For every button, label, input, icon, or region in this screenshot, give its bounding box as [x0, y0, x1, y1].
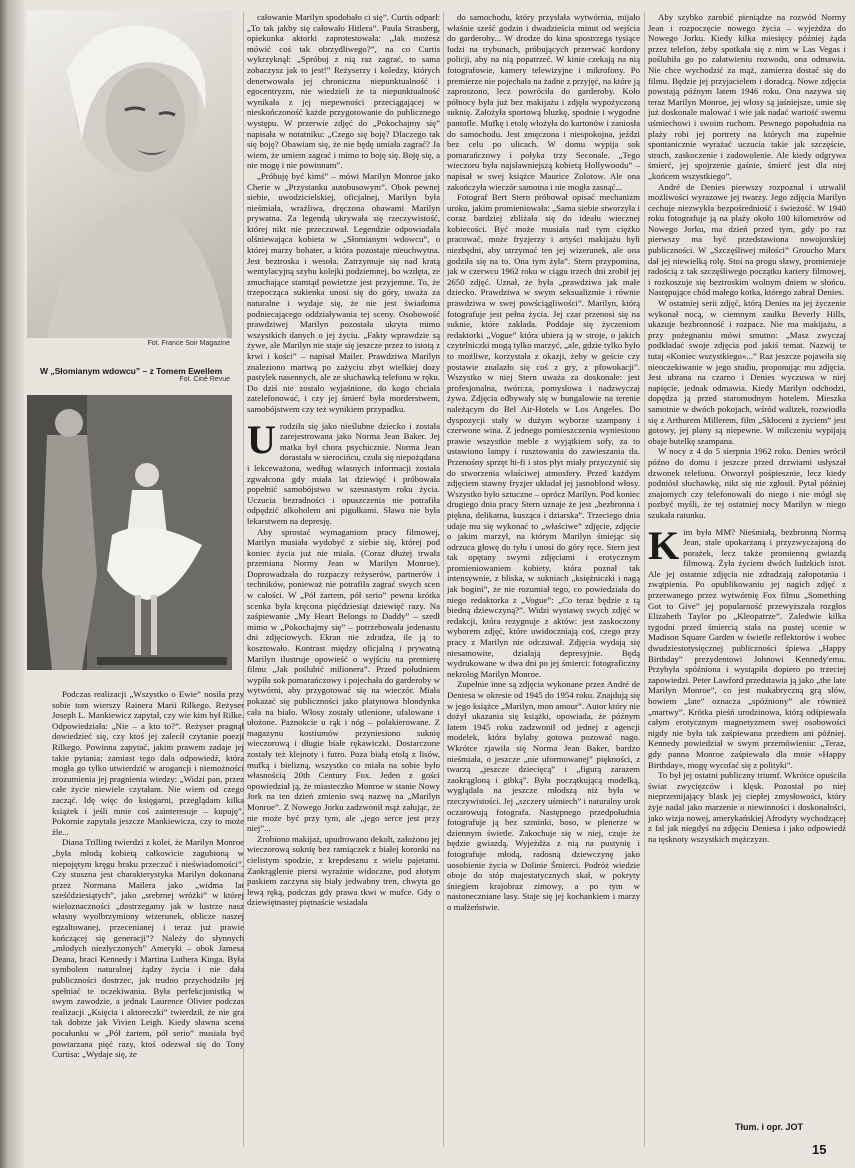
- page-binding-shadow: [0, 0, 24, 1168]
- portrait-illustration: [27, 10, 232, 338]
- paragraph: André de Denies pierwszy rozpoznał i utrwalił możliwości wyrazowe jej twarzy. Jego zdjęcia Marilyn cechuje niezwykła bezpośredniość i świeżość. W 1940 roku fotografuje ją na plaży około 100 kilometrów od Nowego Jorku, ma dzień przed tym, gdy po raz pierwszy ma być przedstawiona nowojorskiej publiczności. W „Szczęśliwej miłości” Groucho Marx dał jej niewielką rolę. Stoi na progu sławy, promienieje radością z tak szczęśliwego początku kariery filmowej, i rozkoszuje się beztroskim wolnym dniem w słońcu. Następujące chód małego kotka, którego zabrał Denies.: [648, 181, 846, 298]
- paragraph: Zupełnie inne są zdjęcia wykonane przez André de Deniesa w okresie od 1945 do 1954 roku. Znajdują się w jego książce „Marilyn, mon amour”. Autor który nie dożył ukazania się książki, opowiada, że późnym latem 1945 roku zadzwonił od jednej z agencji modelek, która bylaby gotowa pozować nago. Wkrótce zjawiła się Norma Jean Baker, bardzo nieśmiała, o jeszcze „nie uformowanej” piękności, z twarzą „jeszcze dziecięcą” i „figurą zarazem zaokrągloną i gibką”. Była początkującą modelką, wyglądała na jeszcze młodszą niż była w rzeczywistości. Jej „szczery uśmiech” i naturalny urok oczarowują fotografa. Następnego przedpołudnia fotografuje ją bez szminki, boso, w plenerze w dziennym świetle. Zakochuje się w niej, czuje że będzie gwiazdą. Wyjeżdża z nią na pustynię i fotografuje młodą, radosną dziewczynę jako uosobienie życia w Dolinie Śmierci. Podróż wiedzie oboje do stóp majestatycznych skał, w pokryty śniegiem krajobraz zimowy, a po tym w nastoneczniane lasy. Staje się jej kochankiem i marzy o małżeństwie.: [447, 679, 640, 912]
- article-column-3: [447, 12, 640, 1148]
- drop-cap-k: K: [648, 522, 680, 568]
- paragraph: Aby szybko zarobić pieniądze na rozwód Normy Jean i rozpoczęcie nowego życia – wyjeżdża do Nowego Jorku. Kiedy kilka miesięcy później żąda przez telefon, żeby spotkała się z nim w Las Vegas i poślubiła go po załatwieniu rozwodu, ona odmawia. Nie chce wychodzić za mąż, zamierza dostać się do filmu. Będzie jej przyjacielem i doradcą. Nowe zdjęcia powstają późnym latem 1946 roku. Ona nazywa się teraz Marilyn Monroe, jej włosy są jaśniejsze, umie się już doskonale malować i wie jak nadać wartość swemu uśmiechowi i swoim ruchom. Pewnego popołudnia na plaży robi jej portrety na których ma zupełnie spontanicznie wyrażać uczucia takie jak szczęście, strach, zaskoczenie i zadowolenie. Ale kiedy odgrywa śmierć, jej spojrzenie gaśnie, śmierć jest dla niej „końcem wszystkiego”.: [648, 12, 846, 181]
- seven-year-itch-photo: [27, 395, 232, 670]
- photo-credit-france-soir: Fot. France Soir Magazine: [147, 340, 230, 347]
- drop-cap-u: U: [247, 416, 276, 462]
- paragraph: Aby sprostać wymaganiom pracy filmowej, Marilyn musiała wydobyć z siebie się, której pod koniec życia już nie miała. (Coraz dłużej trwała przemiana Normy Jean w Marilyn Monroe). Doprowadzała do rozpaczy reżyserów, partnerów i techników, ponieważ nie potrafiła zagrać swych scen w całości. W „Pół żartem, pół serio” pewna krótka scenka była kręcona pięćdziesiąt dziewięć razy. Na zaśpiewanie „My Heart Belongs to Daddy” – szedł mimo w „Pokochajmy się” – potrzebowała jedenastu dni zdjęciowych. Ekran nie zdradza, ile ją to kosztowało. Kontrast między oficjalną i prywatną Marilyn ilustruje opowieść o wyjściu na premierę filmu „Jak poślubić milionera”. Przed południem wypiła sok pomarańczowy i pojechała do garderoby w wytwórni, aby przygotować się na wieczór. Miała pokazać się publiczności jako platynowa blondynka cała na biało. Włosy zostały utlenione, ufalowane i ułożone. Paznokcie u rąk i nóg – polakierowane. Z magazynu kostiumów przyniesiono suknię wieczorową i długie białe rękawiczki. Dostarczone zostały też klejnoty i futro. Poza białą etolą z lisów, mufką i bielizną, wszystko co miała na sobie było własnością 20th Century Fox. Jeden z gości opowiedział ją, że miasteczko Monroe w stanie Nowy Jork na ten dzień zmienio swą nazwę na „Marilyn Monroe”. Z Nowego Jorku zadzwonił mąż załując, że nie może być przy tym, ale „jego serce jest przy niej”...: [247, 526, 440, 834]
- portrait-photo: [27, 10, 232, 338]
- street-scene-illustration: [27, 395, 232, 670]
- paragraph: Diana Trilling twierdzi z kolei, że Marilyn Monroe „była młodą kobietą całkowicie zagubioną w niepojętym kręgu braku przeczuć i nieświadomości”. Czy stuszna jest charakterystyka Marilyn dokonana przez Normana Mailera jako „widma lat sześćdziesiątych”, jako „srebrnej wróżki” w której wieloznaczności „dostrzegamy jak w lustrze nasz własny wyolbrzymiony wizerunek, oblicze naszej egzaltowanej, przecenianej i teraz już prawie kończącej się generacji”? Należy do słynnych „młodych niezłyczonych” Ameryki – obok Jamesa Deana, braci Kennedy i Martina Luthera Kinga. Była symbolem naturalnej żądzy życia i nie dała publiczności dostrzec, jak trudno przychodziło jej spełniać te oczekiwania. Była perfekcjonistką w swym zawodzie, a jednak Laurence Olivier podczas realizacji „Księcia i aktoreczki” twierdził, że nie gra tak dobrze jak Vivien Leigh. Kiedy sławna scena pocałunku w „Pół żartem, pół serio” musiała być powtarzana pięć razy, ktoś odezwał się do Tony Curtisa: „Wydaje się, że: [52, 837, 244, 1060]
- paragraph: To był jej ostatni publiczny triumf. Wkrótce opuściła świat zwycięzców i klęsk. Pozostał po niej nieprzemijający blask jej ciepłej zmysłowości, który żyje nadal jako marzenie o niewinności i doskonałości, jako wizja nowej, amerykańskiej Afrodyty wychodzącej z fal jak niegdyś na zdjęciu Deniesa i jako odpowiedź na tęsknoty wszystkich mężczyzn.: [648, 770, 846, 844]
- article-column-2: [247, 12, 440, 1148]
- page-number: 15: [812, 1142, 827, 1157]
- photo-caption: W „Słomianym wdowcu” – z Tomem Ewellem: [40, 366, 223, 376]
- paragraph: rodziła się jako nieślubne dziecko i została zarejestrowana jako Norma Jean Baker. Jej matka był chora psychicznie. Norma Jean dorastała w sierocińcu, czuła się niepożądana i lekceważona, według własnych informacji została zgwałcona gdy miała lat dziewięć i próbowała popełnić samobójstwo w szesnastym roku życia. Uczucia bezradności i opuszczenia nie potrafiła odpędzić alkoholem ani pigułkami. Sława nie była lekarstwem na depresję.: [247, 420, 440, 526]
- article-column-4: [648, 12, 846, 1148]
- column-rule: [644, 12, 645, 1147]
- paragraph: Zrobiono makijaż, upudrowano dekolt, założono jej wieczorową suknię bez ramiączek z białej koronki na cielistym spodzie, z krepdesznu z wielu pajetami. Zaokrąglenie piersi wyraźnie widoczne, pod złotym paskiem zaczyna się biały jedwabny tren, chwyta go lewą ręką, podczas gdy prawa tkwi w mufce. Gdy o dziewiętnastej piętnaście wsiadała: [247, 833, 440, 908]
- paragraph: im była MM? Nieśmiałą, bezbronną Normą Jean, stale upokarzaną i przyzwyczajoną do porażek, lecz także promienną gwiazdą filmową. Żyła życiem dwóch ludzkich istot. Ale jej ostatnie zdjęcia nie zdradzają załopotania i zwątpienia. Po opublikowaniu jej nagich zdjęć z przerwanego przez wytwórnię Fox filmu „Something Got to Give” jej popularność przewyższała rozgłos Elizabeth Taylor po „Kleopatrze”. Zaledwie kilka tygodni przed śmiercią stała na pustej scenie w Madison Square Garden w świetle reflektorów i wobec dwudziestotysięcznej publiczności śpiewa „Happy Birthday” prezydentowi Johnowi Kennedy'emu. Przybyła spóźniona i wystąpiła dopiero po trzeciej zapowiedzi. Peter Lawford przedstawia ją jako „the late Marilyn Monroe”, co jest makabryczną grą słów, bowiem „late” oznacza „spóźniony” ale również „martwy”. Krótka pieśń urodzinowa, którą odśpiewała całym erotycznym magnetyzmem swej osobowości nigdy nie była tak zaśpiewana przedtem ani później. Kennedy powiedział w swym przemówieniu: „Teraz, gdy panna Monroe zaśpiewała dla mnie »Happy Birthday«, mogę wycofać się z polityki”.: [648, 526, 846, 770]
- paragraph: W nocy z 4 do 5 sierpnia 1962 roku. Denies wrócił późno do domu i jeszcze przed drzwiami usłyszał dzwonek telefonu. Otworzył pośpiesznie, lecz kiedy podniósł słuchawkę, nikt się nie zgłosił. Pytał później znajomych czy telefonowali do niego i nie mógł się pozbyć myśli, że tej ostatniej nocy Marilyn w niego szukała ratunku.: [648, 446, 846, 520]
- translator-signature: Tłum. i opr. JOT: [735, 1122, 804, 1132]
- paragraph: W ostatniej serii zdjęć, którą Denies na jej życzenie wykonał nocą, w ciemnym zaułku Beverly Hills, ukazuje bezbronność i rozpacz. Nie ma makijażu, a przy pożegnaniu mówi smutno: „Masz zwyczaj podkładać swoje zdjęcia pod jakiś temat. Nazwij te tutaj «Koniec wszystkiego»...” Raz jeszcze pojawiła się nieoczekiwanie w jego studiu, proponując mu zdjęcia. Jest ubrana na czarno i Denies wyczuwa w niej napięcie, jednak odmawia. Kiedy Marilyn odchodzi, dopędza ją przed staromodnym hotelem. Mieszka samotnie w dwóch pokojach, wśród walizek, rozwiodła się z Arthurem Millerem, film „Skłoceni z życiem” jest gotowy, jej plany są niepewne. W milczeniu wypijają obaje butelkę szampana.: [648, 298, 846, 446]
- article-column-1: [52, 689, 244, 1149]
- paragraph: całowanie Marilyn spodobało ci się”. Curtis odparł: „To tak jakby się całowało Hitlera”. Paula Strasberg, opiekunka aktorki zaprotestowała: „Jak możesz mówić coś tak obrzydliwego?”, na co Curtis wykrzyknął: „Spróbuj z nią raz zagrać, to sama zobaczysz jak to jest!” Reżyserzy i koledzy, których denerwowała jej chroniczna niepunktualność i egocentryzm, nie wiedzieli że ta niepunktualność wynikała z jej niepewności przeciągającej w nieskończoność każde przygotowanie do publicznego występu. W przerwie zdjęć do „Pokochajmy się” napisała w notatniku: „Czego się boję? Dlaczego tak się boję? Obawiam się, że nie będę umiała zagrać? Ja wiem, że umiem zagrać i mimo to boję się. Boję się, a nie mogę i nie powinnam”.: [247, 12, 440, 171]
- paragraph: „Próbuję być kimś” – mówi Marilyn Monroe jako Cherie w „Przystanku autobusowym”. Obok pewnej siebie, uwodzicielskiej, oficjalnej, Marilyn była nieśmiała, wrażliwa, dręczona obawami Marilyn prywatna. Za legendą ukrywała się rzeczywistość, której nikt nie przeczuwał. Legendzie odpowiadała olśniewająca kobieta w „Słomianym wdowcu”, o której marzy bohater, a która pozostaje nieuchwytna. Jest beztroska i wesoła. Zatrzymuje się nad kratą wentylacyjną szybu kolejki podziemnej, bo wzdęta, ze zmuchające stamtąd powietrze jest przyjemne. To, że trzepocząca sukienka unosi się do góry, uważa za naturalne i wydaje się, że nie jest świadoma podniecającego oddziaływania tej sceny. Osobowość prawdziwej Marilyn pozostała ukryta mimo wszystkich danych o jej życiu. „Fakty wprawdzie są żywe, ale Marilyn nie staje się jeszcze przez to istotą z krwi i kości” – napisał Mailer. Prawdziwa Marilyn znaleziono martwą po zażyciu zbyt wielkiej dozy pastylek nasennych, ale ze słuchawką telefonu w ręku. Do dziś nie zostało wyjaśnione, do kogo chciała zatelefonować, i czy jej śmierć była morderstwem, samobójstwem czy też wynikiem przypadku.: [247, 170, 440, 414]
- paragraph: Fotograf Bert Stern próbował opisać mechanizm uroku, jakim promieniowała: „Sama siebie stworzyła i coraz bardziej zbliżała się do ideału wiecznej kobiecości. Być może musiała nad tym ciężko pracować, może fryzjerzy i artyści makijażu byli niezbędni, aby utrzymać ten jej wizerunek, ale ona godziła się na to. Ona tym żyła”. Stern przypomina, jak w czerwcu 1962 roku w ciągu trzech dni zrobił jej 2650 zdjęć. Uznał, że była „prawdziwa jak małe dziecko. Prawdziwa w swym seksualizmie i równie prawdziwa w swej powściągliwości”. Marilyn, którą fotografuje jest pełna życia. Jej czar przenosi się na suknie, które zakłada. Poddaje się życzeniom redaktorki „Vogue” która ubiera ją w stroje, o jakich czytelniczki mogą tylko marzyć, „ale, gdzie tylko było to możliwe, korzystała z okazji, żeby w geście czy postawie znalazło się coś z gry, z pfowokacji”. Wszystko w niej Stern uważa za doskonałe: jest profesjonalna, twórcza, pomysłowa i nadzwyczaj żywa. Zdjęcia odbywały się w bungalowie na terenie należącym do Bel Air-Hotels w Los Angeles. Do dyspozycji stały w dużym wyborze szampany i czerwone wina. Z jednego pomieszczenia wyniesiono prawie wszystkie meble z wyjątkiem sofy, za to ustawiono lampy i rusztowania do zawieszania tła. Przenośny sprzęt hi-fi i stos płyt miały przyczynić się do stworzenia właściwej atmosfery. Przed każdym zdjęciem stawny fryzjer układał jej jasnoblond włosy. Wszystko było sztuczne – oprócz Marilyn. Pod koniec drugiego dnia pracy Stern uznaje że jest „bezbronna i piękna, delikatna, kusząca i dziarska”. Trzeciego dnia udaje mu się wykonać to „właściwe” zdjęcie, zdjęcie o jakim marzył, na którym Marilyn śmiejąc się odrzuca głowę do tyłu i unosi do góry ręce. Stern jest tak opętany swymi zdjęciami i erotycznym promieniowaniem kobiety, która poznał tak intensywnie, z bliska, w sukniach „księżniczki i nagą jak bogini”, że nie rozumiał tego, co powiedziała do niego redaktorka z „Vogue”: „Co teraz będzie z tą biedną dziewczyną?”. Widzi wystawę swych zdjęć w redakcji, która rezygnuje z aktów: jest zaskoczony wyborem zdjęć, które uwidoczniają coś, czego przy pracy z Marilyn nie odczuwał. Zdjęcia wydają się niesamowite, działają depresyjnie. Będą wydrukowane w dwa dni po jej śmierci: fotograficzny nekrolog Marilyn Monroe.: [447, 192, 640, 679]
- column-rule: [443, 12, 444, 1147]
- paragraph: Podczas realizacji „Wszystko o Ewie” nosiła przy sobie tom wierszy Rainera Marii Rilkego. Reżyser Joseph L. Mankiewicz zapytał, czy wie kim był Rilke. Odpowiedziała: „Nie – a kto to?”. Reżyser pragnął dowiedzieć się, czy ktoś jej zalecił czytanie poezji Rilkego. Powinna zapytać, jakim prawem zadaje jej takie pytania; zamiast tego dała odpowiedź, która mogła go tylko utwierdzić w arogancji i niemożności zrozumienia jej pragnienia wiedzy: „Widzi pan, przez całe życie niewiele czytałam. Nie wiem od czego zacząć. Idę więc do księgarni, przeglądam kilka książek i jeśli mnie coś zainteresuje – kupuję”. Pokornie zapytała jeszcze Mankiewicza, czy to może źle...: [52, 689, 244, 837]
- photo-credit-cine-revue: Fot. Ciné Revue: [179, 376, 230, 383]
- paragraph: do samochodu, który przysłała wytwórnia, mijało właśnie sześć godzin i dwadzieścia minut od wejścia do garderoby... W drodze do kina spostrzega tysiące ludzi na trybunach, próbujących przerwać kordony policji, aby na nią popatrzeć. W kinie czekają na nią fotografowie, kamery telewizyjne i mikrofony. Po premierze nie pojechała na żadne z przyjęć, na które ją zaproszono, lecz powróciła do garderoby. Koło północy była już bez makijażu i zdjęła wypożyczoną suknię. Założyła sportową bluzkę, spodnie i wygodne pantofle. Mufkę i etolę włożyła do kartonów i zaniosła do samochodu. Jest zmęczona i niespokojna, jeździ bez celu po ulicach. W domu wypija sok pomarańczowy i połyka trzy Seconale. „Tego wieczoru była najsławniejszą kobietą Hollywoodu” – napisał w swej książce Maurice Zolotow. Ale ona zakończyła wieczór samotna i nie mogła zasnąć...: [447, 12, 640, 192]
